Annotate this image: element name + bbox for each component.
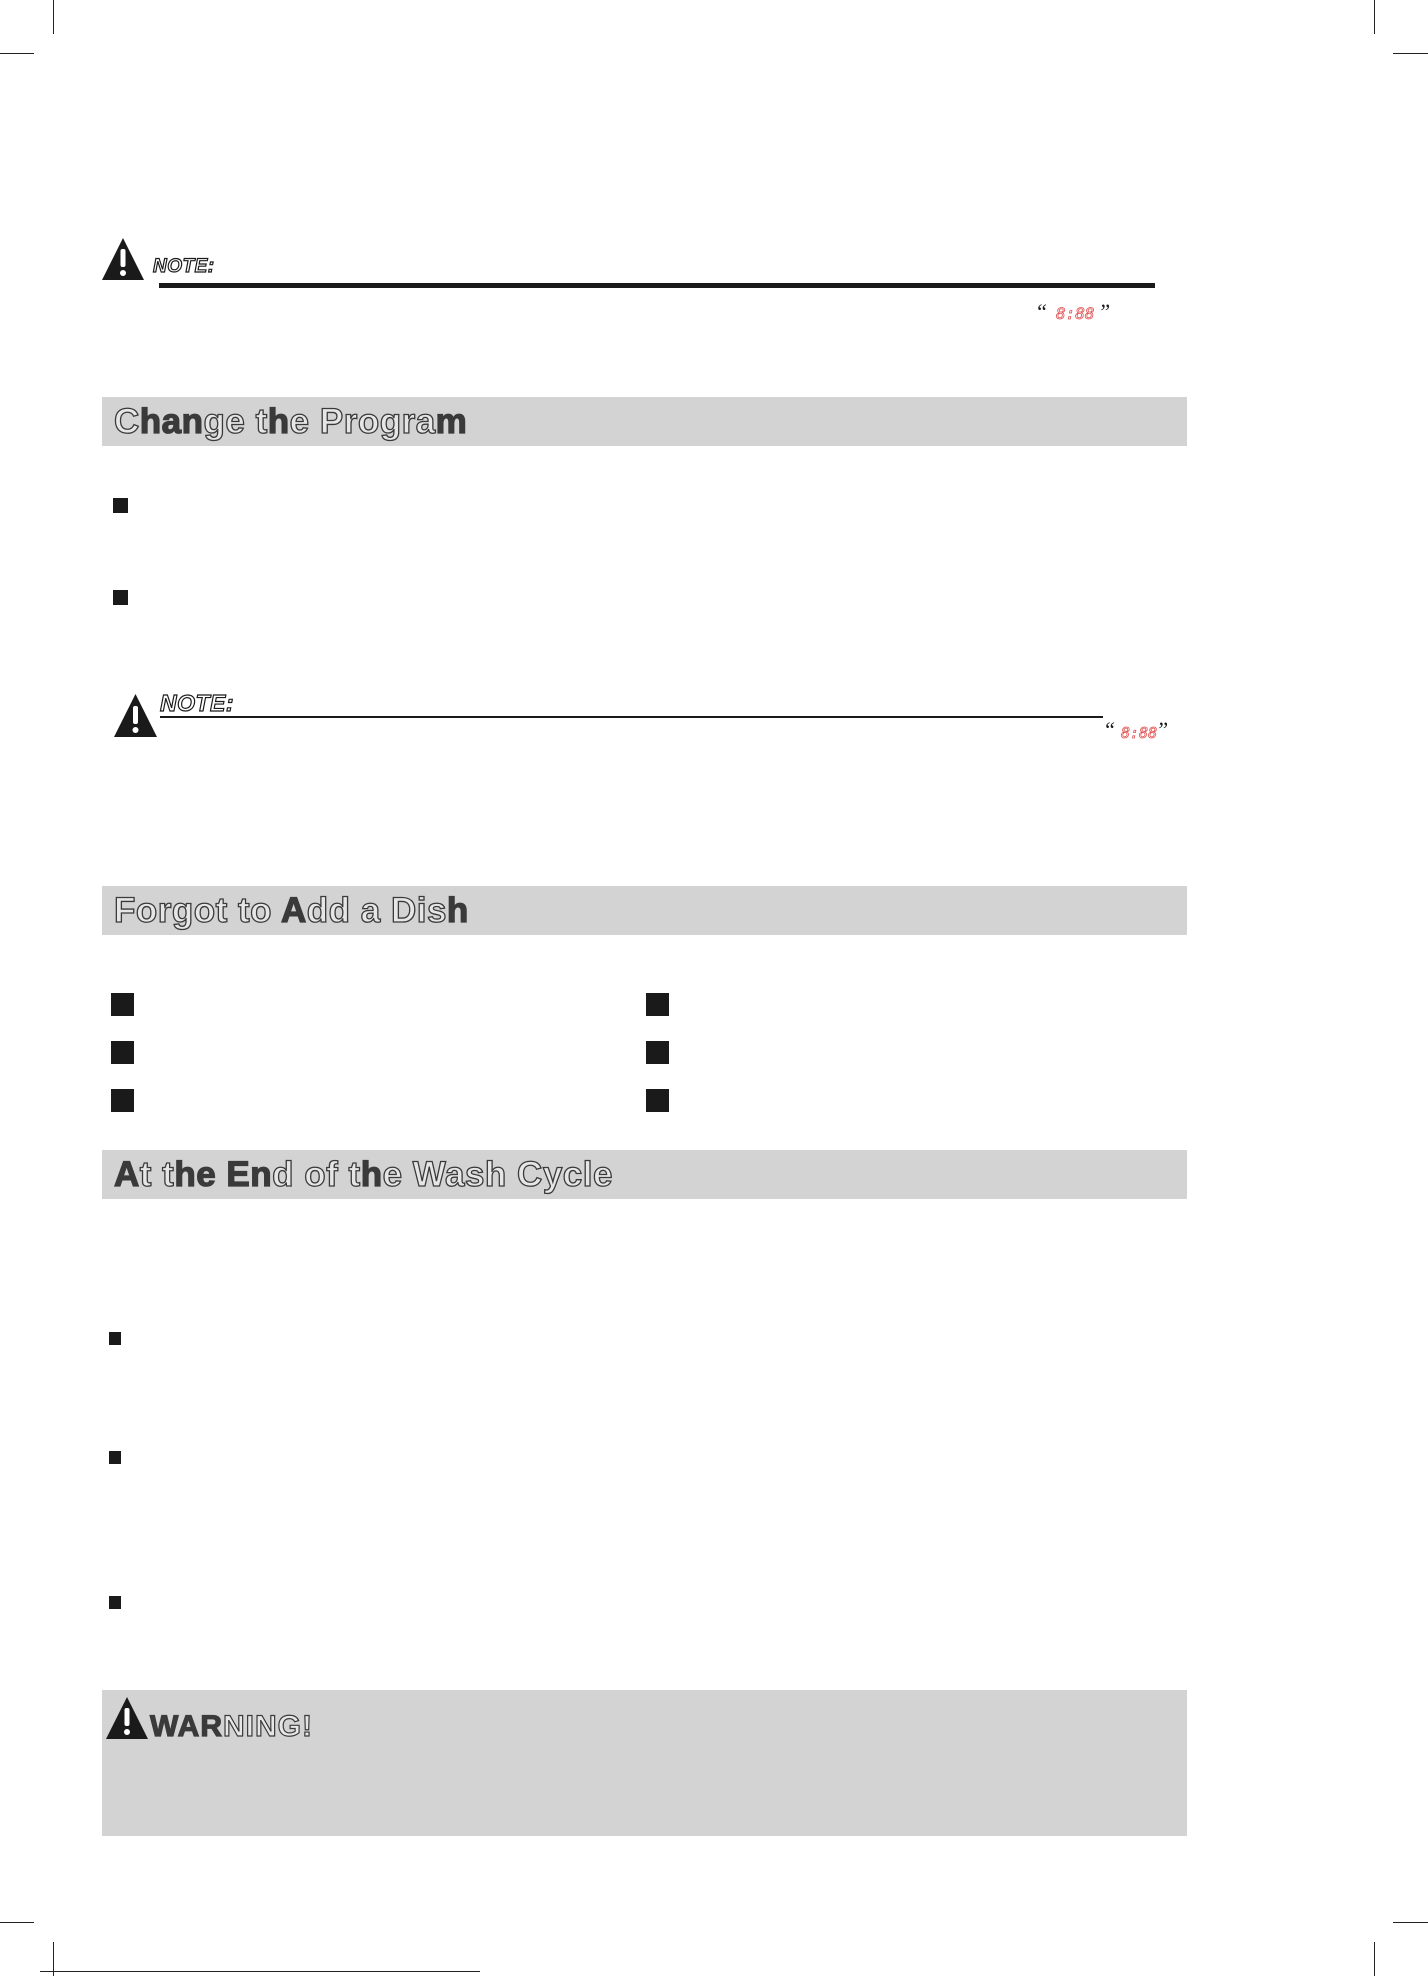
- crop-mark: [53, 0, 54, 34]
- title-fragment: Forgot to: [114, 891, 281, 930]
- title-fragment: En: [226, 1155, 273, 1194]
- section-header-change-program: [102, 397, 1187, 446]
- title-fragment: NING!: [223, 1710, 313, 1743]
- crop-mark: [1393, 53, 1428, 54]
- step-bullet: [111, 1089, 134, 1112]
- title-fragment: h: [360, 1155, 383, 1194]
- close-quote: ”: [1156, 717, 1169, 742]
- note-rule: [160, 716, 1103, 718]
- display-glyph: 8:88: [1121, 724, 1158, 742]
- title-fragment: dd a Dis: [306, 891, 447, 930]
- title-fragment: t t: [139, 1155, 175, 1194]
- crop-mark: [0, 53, 34, 54]
- warning-icon: [105, 1695, 149, 1741]
- section-title: [114, 1155, 613, 1195]
- title-fragment: A: [114, 1155, 140, 1194]
- title-fragment: he: [174, 1155, 217, 1194]
- title-fragment: h: [267, 402, 290, 441]
- display-glyph: 8:88: [1056, 304, 1095, 323]
- step-bullet: [111, 993, 134, 1016]
- step-bullet: [646, 1089, 669, 1112]
- title-fragment: e Progra: [289, 402, 436, 441]
- note-rule: [159, 283, 1155, 288]
- warning-icon: [113, 692, 158, 739]
- title-fragment: d of t: [272, 1155, 361, 1194]
- title-fragment: m: [435, 402, 468, 441]
- title-fragment: [216, 1155, 226, 1194]
- warning-icon: [101, 236, 145, 282]
- title-fragment: WAR: [150, 1710, 223, 1743]
- title-fragment: a: [161, 402, 182, 441]
- crop-mark: [0, 1922, 34, 1923]
- step-bullet: [646, 993, 669, 1016]
- section-header-forgot-dish: [102, 886, 1187, 935]
- open-quote: “: [1103, 717, 1116, 742]
- title-fragment: e Wash Cycle: [382, 1155, 613, 1194]
- note-label: NOTE:: [153, 256, 215, 277]
- list-bullet: [109, 1332, 121, 1345]
- title-fragment: A: [280, 891, 307, 930]
- list-bullet: [109, 1451, 121, 1464]
- title-fragment: e t: [225, 402, 268, 441]
- title-fragment: C: [114, 402, 140, 441]
- title-fragment: h: [446, 891, 469, 930]
- crop-mark: [1374, 1942, 1375, 1976]
- open-quote: “: [1035, 299, 1048, 324]
- section-title: [114, 402, 467, 442]
- crop-mark: [1393, 1922, 1428, 1923]
- step-bullet: [111, 1041, 134, 1064]
- title-fragment: h: [139, 402, 162, 441]
- crop-mark: [1374, 0, 1375, 34]
- warning-box: [102, 1690, 1187, 1836]
- section-header-end-cycle: [102, 1150, 1187, 1199]
- list-bullet: [109, 1596, 121, 1609]
- title-fragment: g: [203, 402, 226, 441]
- section-title: [114, 891, 469, 931]
- step-bullet: [646, 1041, 669, 1064]
- page-bottom-line: [40, 1971, 480, 1972]
- close-quote: ”: [1098, 299, 1111, 324]
- note-label: NOTE:: [160, 690, 235, 716]
- title-fragment: n: [181, 402, 204, 441]
- warning-title: [150, 1710, 313, 1744]
- list-bullet: [113, 590, 128, 605]
- list-bullet: [113, 498, 128, 513]
